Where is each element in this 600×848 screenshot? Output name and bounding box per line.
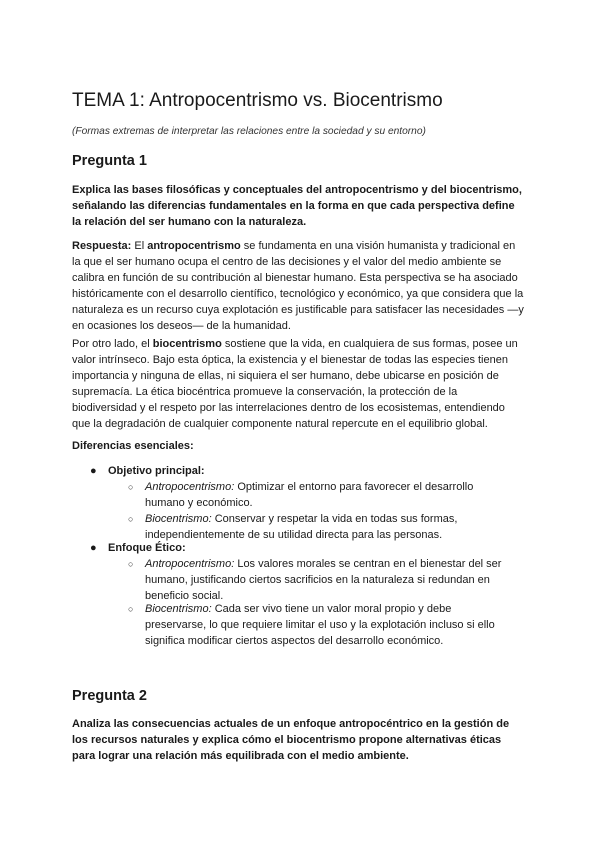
bullet-label: Objetivo principal:: [108, 465, 205, 477]
sub-item-text: Optimizar el entorno para favorecer el desarrollo humano y económico.: [145, 481, 474, 509]
document-subtitle: (Formas extremas de interpretar las relaciones entre la sociedad y su entorno): [72, 126, 426, 137]
differences-label: Diferencias esenciales:: [72, 440, 194, 452]
sub-item: [128, 511, 508, 543]
sub-item-text: Los valores morales se centran en el bienestar del ser humano, justificando ciertos sacrificios en la naturaleza si redundan en beneficio social.: [145, 558, 502, 602]
answer-paragraph-1: [72, 238, 524, 334]
sub-item: [128, 479, 508, 511]
circle-bullet-icon: ○: [128, 482, 134, 492]
answer-label: Respuesta:: [72, 240, 132, 252]
sub-item-term: Antropocentrismo:: [145, 558, 235, 570]
sub-item: [128, 601, 508, 649]
sub-item-text: Conservar y respetar la vida en todas sus formas, independientemente de su utilidad directa para las personas.: [145, 513, 458, 541]
answer-p2-rest: sostiene que la vida, en cualquiera de sus formas, posee un valor intrínseco. Bajo esta óptica, la existencia y el bienestar de todas las especies tienen importancia y ninguna de ellas, ni siquiera el ser humano, debe ubicarse en posición de supremacía. La ética biocéntrica promueve la conservación, la protección de la biodiversidad y el respeto por las interrelaciones dentro de los ecosistemas, entendiendo que la degradación de cualquier componente natural repercute en el equilibrio global.: [72, 338, 518, 430]
bullet-objetivo: [90, 463, 205, 479]
document-title: TEMA 1: Antropocentrismo vs. Biocentrismo: [72, 90, 443, 111]
term-antropocentrismo: antropocentrismo: [147, 240, 241, 252]
sub-item-term: Biocentrismo:: [145, 513, 212, 525]
question-1-text: Explica las bases filosóficas y conceptuales del antropocentrismo y del biocentrismo, señalando las diferencias fundamentales en la forma en que cada perspectiva define la relación del ser humano con la naturaleza.: [72, 184, 522, 228]
bullet-label: Enfoque Ético:: [108, 542, 186, 554]
circle-bullet-icon: ○: [128, 559, 134, 569]
question-2-heading: Pregunta 2: [72, 688, 147, 704]
term-biocentrismo: biocentrismo: [152, 338, 222, 350]
answer-p2-start: Por otro lado, el: [72, 338, 153, 350]
bullet-dot-icon: ●: [90, 542, 97, 554]
question-1-heading: Pregunta 1: [72, 153, 147, 169]
answer-paragraph-2: [72, 336, 524, 432]
sub-item-text: Cada ser vivo tiene un valor moral propio y debe preservarse, lo que requiere limitar el uso y la explotación incluso si ello significa modificar ciertos aspectos del desarrollo económico.: [145, 603, 495, 647]
sub-item: [128, 556, 508, 604]
question-2-text: Analiza las consecuencias actuales de un enfoque antropocéntrico en la gestión de los recursos naturales y explica cómo el biocentrismo propone alternativas éticas para lograr una relación más equilibrada con el medio ambiente.: [72, 718, 510, 762]
circle-bullet-icon: ○: [128, 514, 134, 524]
sub-item-term: Biocentrismo:: [145, 603, 212, 615]
sub-item-term: Antropocentrismo:: [145, 481, 235, 493]
circle-bullet-icon: ○: [128, 604, 134, 614]
bullet-enfoque: [90, 540, 186, 556]
answer-p1-rest: se fundamenta en una visión humanista y tradicional en la que el ser humano ocupa el centro de las decisiones y el valor del medio ambiente se calibra en función de su contribución al bienestar humano. Esta perspectiva se ha asociado históricamente con el desarrollo científico, tecnológico y económico, ya que considera que la naturaleza es un recurso cuya explotación es justificable para satisfacer las necesidades —y en ocasiones los deseos— de la humanidad.: [72, 240, 524, 332]
answer-p1-start: El: [131, 240, 148, 252]
bullet-dot-icon: ●: [90, 465, 97, 477]
